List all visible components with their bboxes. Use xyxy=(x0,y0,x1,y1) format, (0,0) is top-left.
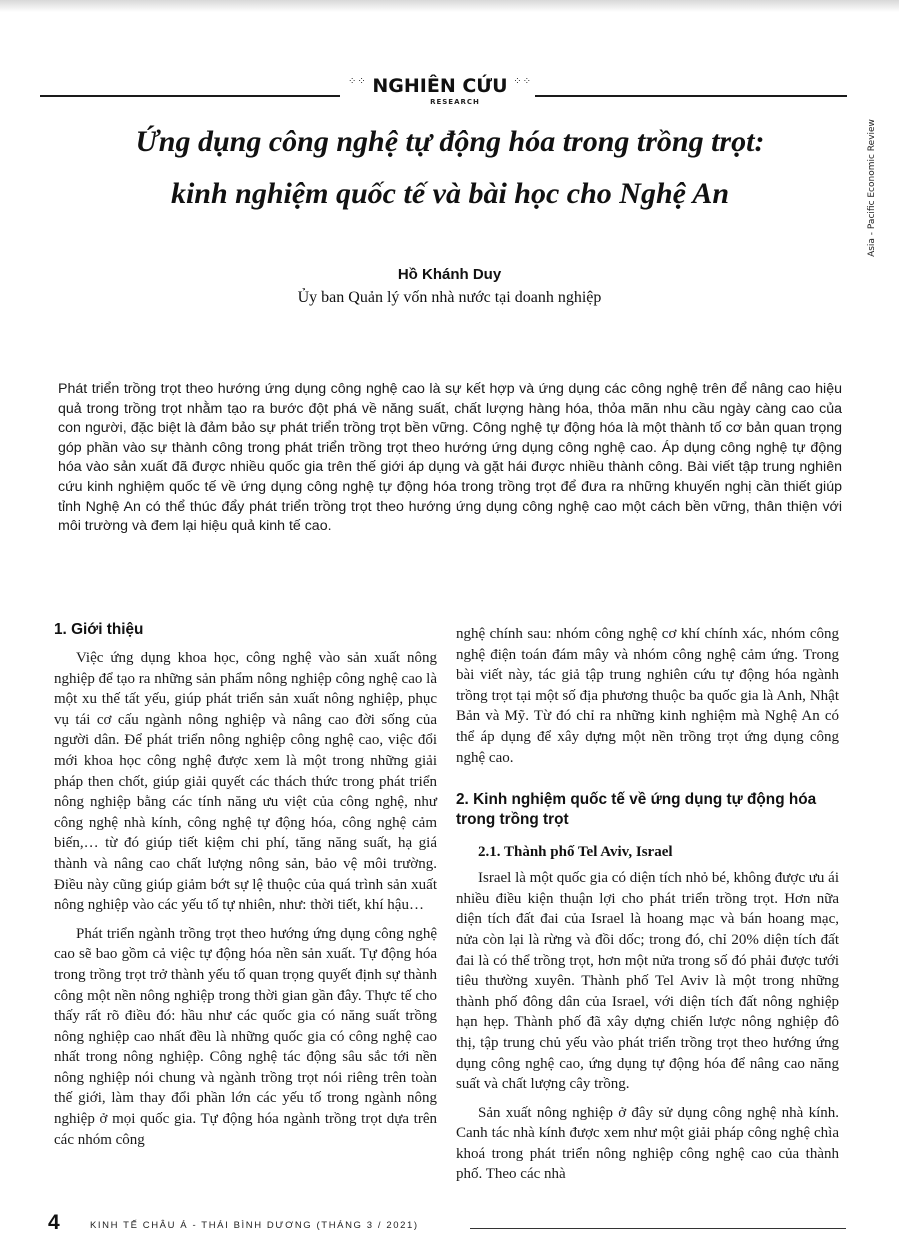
section-heading-2: 2. Kinh nghiệm quốc tế về ứng dụng tự động hóa trong trồng trọt xyxy=(456,791,817,829)
section-label: NGHIÊN CỨU xyxy=(372,75,508,97)
side-brand-text: Asia - Pacific Economic Review xyxy=(867,119,877,257)
footer-rule xyxy=(470,1228,846,1229)
section-badge xyxy=(348,74,532,110)
header-rule-right xyxy=(535,95,847,97)
header-rule-left xyxy=(40,95,340,97)
section-sublabel: RESEARCH xyxy=(430,98,480,106)
paragraph-3: nghệ chính sau: nhóm công nghệ cơ khí chính xác, nhóm công nghệ điện toán đám mây và nhóm công nghệ cảm ứng. Trong bài viết này, tác giả tập trung nghiên cứu tự động hóa ngành trồng trọt tại một số địa phương thuộc ba quốc gia là Anh, Nhật Bản và Mỹ. Từ đó chỉ ra những kinh nghiệm mà Nghệ An có thể áp dụng để xây dựng một nền trồng trọt ứng dụng công nghệ cao. xyxy=(456,626,839,766)
article-title xyxy=(60,116,840,220)
column-left xyxy=(54,620,437,1150)
paragraph-4: Israel là một quốc gia có diện tích nhỏ bé, không được ưu ái nhiều điều kiện thuận lợi cho phát triển trồng trọt. Hơn nữa diện tích đất đai của Israel là hoang mạc và bán hoang mạc, nửa còn lại là rừng và đồi dốc; trong đó, chỉ 20% diện tích đất đai là có thể trồng trọt, hơn một nửa trong số đó phải được tưới tiêu thường xuyên. Thành phố Tel Aviv là một trong những thành phố đông dân của Israel, với diện tích đất nông nghiệp hạn hẹp. Thành phố đã xây dựng chiến lược nông nghiệp đô thị, tập trung chủ yếu vào phát triển trồng trọt theo hướng ứng dụng công nghệ cao, ứng dụng tự động hóa để nâng cao năng suất và chất lượng cây trồng. xyxy=(456,870,839,1093)
page-number: 4 xyxy=(48,1211,60,1234)
title-line-2: kinh nghiệm quốc tế và bài học cho Nghệ An xyxy=(170,177,730,210)
author-name: Hồ Khánh Duy xyxy=(397,266,502,283)
ornament-dots-left-icon: ⁘⁘ xyxy=(348,76,367,87)
scan-edge xyxy=(0,0,899,12)
section-heading-1: 1. Giới thiệu xyxy=(54,621,144,638)
ornament-dots-right-icon: ⁘⁘ xyxy=(513,76,532,87)
journal-name: KINH TẾ CHÂU Á - THÁI BÌNH DƯƠNG (THÁNG 3 / 2021) xyxy=(90,1220,419,1231)
paragraph-1: Việc ứng dụng khoa học, công nghệ vào sản xuất nông nghiệp để tạo ra những sản phẩm nông nghiệp công nghệ cao là một xu thế tất yếu, giúp phát triển sản xuất nông nghiệp, phục vụ tái cơ cấu ngành nông nghiệp và nâng cao đời sống của người dân. Để phát triển nông nghiệp công nghệ cao, việc đổi mới khoa học công nghệ được xem là một trong những giải pháp then chốt, giúp giải quyết các thách thức trong phát triển nông nghiệp bằng các tính năng ưu việt của công nghệ, như công nghệ nhà kính, công nghệ tự động hóa, công nghệ cảm biến,… từ đó giúp tiết kiệm chi phí, tăng năng suất, hạ giá thành và nâng cao chất lượng nông sản, bảo vệ môi trường. Điều này cũng giúp giảm bớt sự lệ thuộc của quá trình sản xuất nông nghiệp vào các yếu tố tự nhiên, như: thời tiết, khí hậu… xyxy=(54,650,437,914)
side-brand xyxy=(864,108,880,268)
paragraph-2: Phát triển ngành trồng trọt theo hướng ứng dụng công nghệ cao sẽ bao gồm cả việc tự động hóa nền sản xuất. Tự động hóa trong trồng trọt trở thành yếu tố quan trọng quyết định sự thành công một nền nông nghiệp trong thời gian gần đây. Thực tế cho thấy rất rõ điều đó: hầu như các quốc gia có năng suất trồng nông nghiệp cao nhất đều là những quốc gia có công nghệ cao nhất trong nông nghiệp. Công nghệ tác động sâu sắc tới nền nông nghiệp nói chung và ngành trồng trọt nói riêng trên toàn thế giới, làm thay đổi phần lớn các yếu tố trong ngành nông nghiệp ở mọi quốc gia. Tự động hóa ngành trồng trọt dựa trên các nhóm công xyxy=(54,925,437,1148)
subsection-heading-2-1: 2.1. Thành phố Tel Aviv, Israel xyxy=(478,844,673,861)
title-line-1: Ứng dụng công nghệ tự động hóa trong trồng trọt: xyxy=(135,125,765,158)
paragraph-5: Sản xuất nông nghiệp ở đây sử dụng công nghệ nhà kính. Canh tác nhà kính được xem như một giải pháp công nghệ chìa khoá trong phát triển nông nghiệp công nghệ cao của thành phố. Theo các nhà xyxy=(456,1104,839,1183)
author-affiliation: Ủy ban Quản lý vốn nhà nước tại doanh nghiệp xyxy=(297,289,602,306)
abstract: Phát triển trồng trọt theo hướng ứng dụng công nghệ cao là sự kết hợp và ứng dụng các công nghệ trên để nâng cao hiệu quả trong trồng trọt nhằm tạo ra bước đột phá về năng suất, chất lượng hàng hóa, thỏa mãn nhu cầu ngày càng cao của con người, đặc biệt là đảm bảo sự phát triển trồng trọt bền vững. Công nghệ tự động hóa là một thành tố cơ bản quan trọng góp phần vào sự thành công trong phát triển trồng trọt theo hướng ứng dụng công nghệ cao. Áp dụng công nghệ tự động hóa vào sản xuất đã được nhiều quốc gia trên thế giới áp dụng và gặt hái được nhiều thành công. Bài viết tập trung nghiên cứu kinh nghiệm quốc tế về ứng dụng công nghệ tự động hóa trong trồng trọt để đưa ra những khuyến nghị cần thiết giúp tỉnh Nghệ An có thể thúc đẩy phát triển trồng trọt theo hướng ứng dụng công nghệ cao một cách bền vững, thân thiện với môi trường và đem lại hiệu quả kinh tế cao. xyxy=(58,381,842,535)
column-right xyxy=(456,624,839,1185)
